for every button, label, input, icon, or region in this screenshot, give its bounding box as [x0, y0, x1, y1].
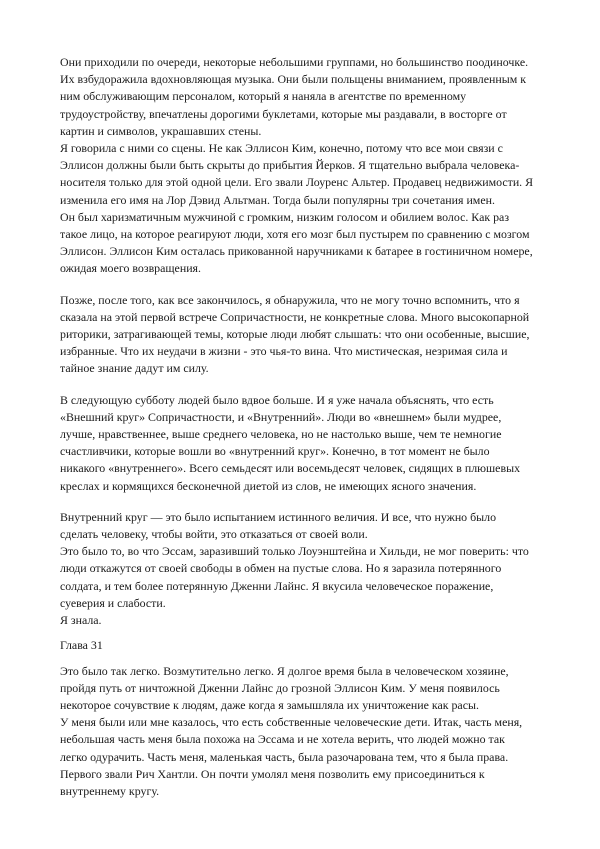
text-line: солдата, и тем более потерянную Дженни Лайнс. Я вкусила человеческое поражение, — [60, 578, 494, 593]
text-line: избранные. Что их неудачи в жизни - это чья-то вина. Что мистическая, незримая сила и — [60, 344, 508, 359]
paragraph-arrival — [60, 54, 544, 278]
text-line: никакого «внутреннего». Всего семьдесят или восемьдесят человек, сидящих в плюшевых — [60, 461, 521, 476]
text-line: небольшая часть меня была похожа на Эссама и не хотела верить, что людей можно так — [60, 732, 505, 747]
text-line: Позже, после того, как все закончилось, я обнаружила, что не могу точно вспомнить, что я — [60, 292, 520, 307]
paragraph-spacer — [60, 495, 544, 509]
text-line: Они приходили по очереди, некоторые небольшими группами, но большинство поодиночке. — [60, 55, 529, 69]
text-line: тайное знание дадут им силу. — [60, 361, 209, 376]
paragraph-inner-circle — [60, 509, 544, 629]
text-line: Это было так легко. Возмутительно легко. Я долгое время была в человеческом хозяине, — [60, 663, 509, 678]
text-line: пройдя путь от ничтожной Дженни Лайнс до грозной Эллисон Ким. У меня появилось — [60, 680, 500, 695]
text-line: Первого звали Рич Хантли. Он почти умолял меня позволить ему присоединиться к — [60, 766, 485, 781]
text-line: носителя только для этой одной цели. Его звали Лоуренс Альтер. Продавец недвижимости. Я — [60, 175, 534, 190]
text-line: Я знала. — [60, 613, 102, 628]
text-line: некоторое сочувствие к людям, даже когда я замышляла их уничтожение как расы. — [60, 697, 479, 712]
text-line: Он был харизматичным мужчиной с громким, низким голосом и обилием волос. Как раз — [60, 209, 510, 224]
text-line: ожидая моего возвращения. — [60, 261, 202, 276]
text-line: Внутренний круг — это было испытанием истинного величия. И все, что нужно было — [60, 509, 497, 524]
text-line: счастливчики, которые вошли во «внутренний круг». Конечно, в тот момент не было — [60, 444, 490, 459]
text-line: лучше, нравственнее, выше среднего человека, но не настолько выше, чем те немногие — [60, 427, 502, 442]
text-line: люди откажутся от своей свободы в обмен на пустые слова. Но я заразила потерянного — [60, 561, 502, 576]
paragraph-spacer — [60, 629, 544, 637]
text-line: В следующую субботу людей было вдвое больше. И я уже начала объяснять, что есть — [60, 392, 494, 407]
text-line: такое лицо, на которое реагируют люди, хотя его мозг был пустырем по сравнению с мозгом — [60, 227, 530, 242]
chapter-heading — [60, 637, 544, 654]
paragraph-spacer — [60, 278, 544, 292]
text-line: Я говорила с ними со сцены. Не как Эллисон Ким, конечно, потому что все мои связи с — [60, 141, 503, 156]
text-line: картин и символов, украшавших стены. — [60, 123, 262, 138]
text-line: Эллисон. Эллисон Ким осталась прикованной наручниками к батарее в гостиничном номере, — [60, 244, 533, 259]
text-line: сделать человеку, чтобы войти, это отказаться от своей воли. — [60, 527, 368, 542]
text-line: Это было то, во что Эссам, заразивший только Лоуэнштейна и Хильди, не мог поверить: что — [60, 544, 529, 559]
paragraph-spacer — [60, 655, 544, 663]
text-line: сказала на этой первой встрече Сопричастности, не конкретные слова. Много высокопарной — [60, 309, 530, 324]
paragraph-chapter-31 — [60, 663, 544, 801]
chapter-title: Глава 31 — [60, 638, 103, 653]
text-line: риторики, затрагивающей темы, которые люди любят слышать: что они особенные, высшие, — [60, 327, 530, 342]
paragraph-rhetoric — [60, 292, 544, 378]
text-line: ним обслуживающим персоналом, который я наняла в агентстве по временному — [60, 89, 467, 104]
text-line: У меня были или мне казалось, что есть собственные человеческие дети. Итак, часть меня, — [60, 715, 523, 730]
text-line: суеверия и слабости. — [60, 595, 166, 610]
text-line: креслах и кормящихся бесконечной диетой из слов, не имеющих ясного значения. — [60, 478, 477, 493]
paragraph-spacer — [60, 378, 544, 392]
text-line: «Внешний круг» Сопричастности, и «Внутренний». Люди во «внешнем» были мудрее, — [60, 409, 502, 424]
text-line: внутреннему кругу. — [60, 783, 160, 798]
text-line: изменила его имя на Лор Дэвид Альтман. Тогда были популярны три сочетания имен. — [60, 192, 495, 207]
paragraph-circles — [60, 392, 544, 495]
text-line: легко одурачить. Часть меня, маленькая часть, была разочарована тем, что я была права. — [60, 749, 509, 764]
text-line: Эллисон должны были быть скрыты до прибытия Йерков. Я тщательно выбрала человека- — [60, 158, 520, 173]
text-line: трудоустройству, впечатлены дорогими буклетами, которые мы раздавали, в восторге от — [60, 106, 507, 121]
text-line: Их взбудоражила вдохновляющая музыка. Они были польщены вниманием, проявленным к — [60, 72, 527, 87]
